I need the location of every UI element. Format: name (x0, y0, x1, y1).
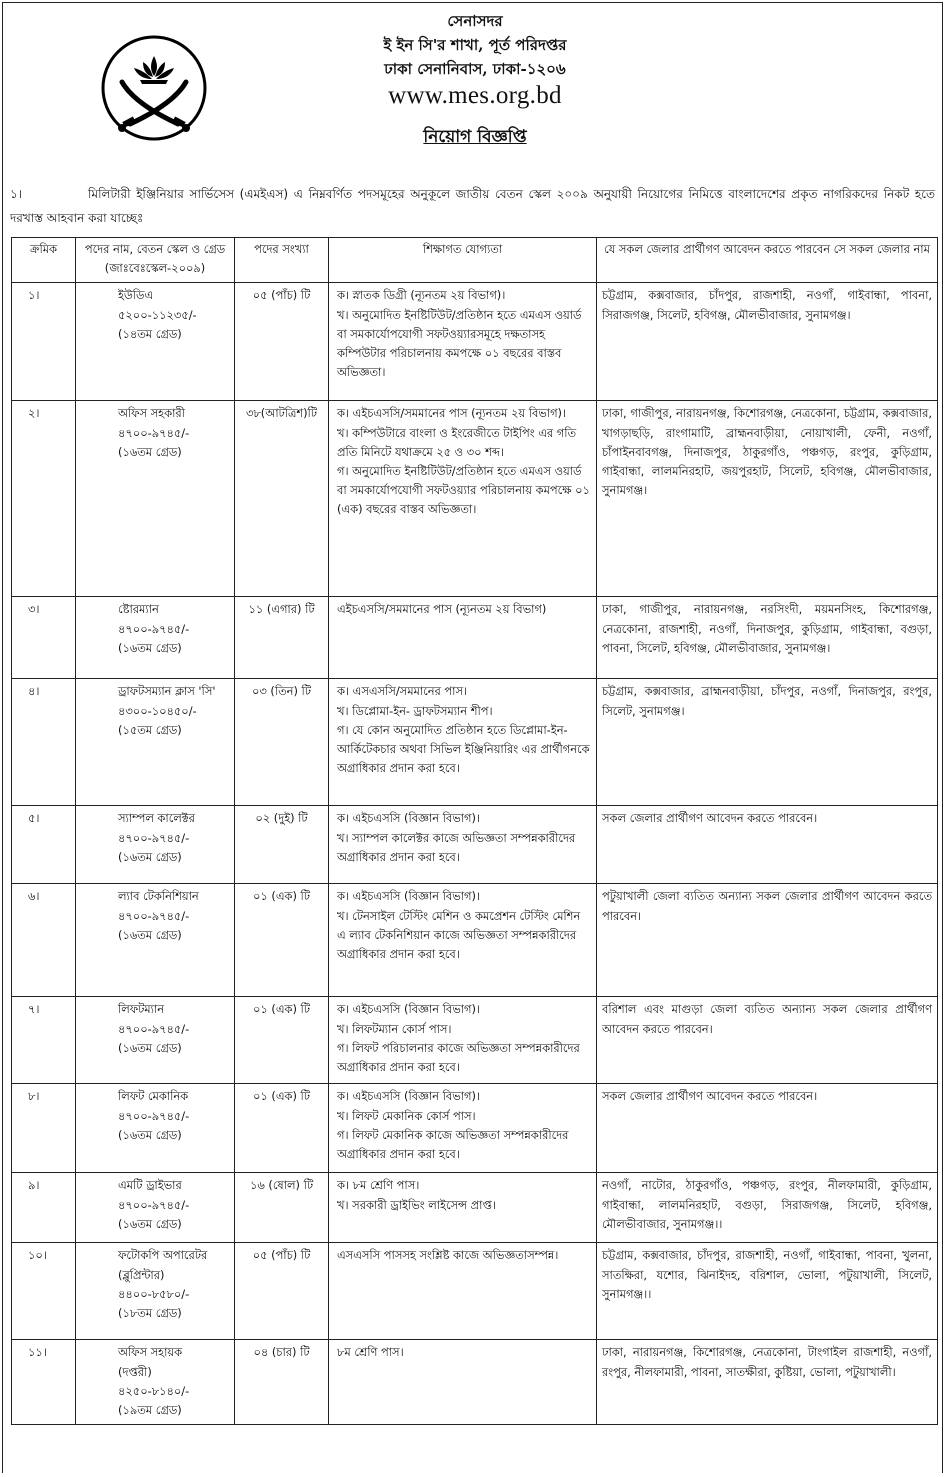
districts-cell: ঢাকা, গাজীপুর, নারায়নগঞ্জ, কিশোরগঞ্জ, নেত্রকোনা, চট্টগ্রাম, কক্সবাজার, খাগড়াছড়ি, রাংগামাটি, ব্রাহ্মনবাড়ীয়া, নোয়াখালী, ফেনী, নওগাঁ, চাঁপাইনবাবগঞ্জ, দিনাজপুর, ঠাকুরগাঁও, পঞ্চগড়, রংপুর, কুড়িগ্রাম, গাইবান্ধা, লালমনিরহাট, জয়পুরহাট, সিলেট, হবিগঞ্জ, মৌলভীবাজার, সুনামগঞ্জ। (597, 401, 938, 597)
mes-crest-logo (100, 34, 208, 142)
post-cell: এমটি ড্রাইভার ৪৭০০-৯৭৪৫/- (১৬তম গ্রেড) (76, 1173, 235, 1243)
qualification-cell: এইচএসসি/সমমানের পাস (ন্যূনতম ২য় বিভাগ) (329, 597, 597, 679)
table-row (12, 1243, 938, 1340)
table-body (12, 283, 938, 1425)
table-row (12, 401, 938, 597)
intro-number: ১। (10, 187, 23, 201)
post-cell: ল্যাব টেকনিশিয়ান ৪৭০০-৯৭৪৫/- (১৬তম গ্রেড) (76, 884, 235, 997)
table-row (12, 1173, 938, 1243)
post-cell: অফিস সহায়ক (দপ্তরী) ৪২৫০-৮১৪০/- (১৯তম গ্রেড) (76, 1340, 235, 1425)
qualification-cell: ৮ম শ্রেণি পাস। (329, 1340, 597, 1425)
table-row (12, 1340, 938, 1425)
districts-cell: চট্টগ্রাম, কক্সবাজার, চাঁদপুর, রাজশাহী, নওগাঁ, গাইবান্ধা, পাবনা, সিরাজগঞ্জ, সিলেট, হবিগঞ্জ, মৌলভীবাজার, সুনামগঞ্জ। (597, 283, 938, 401)
count-cell: ০৪ (চার) টি (235, 1340, 329, 1425)
table-header-row (12, 238, 938, 283)
qualification-cell: ক। এইচএসসি (বিজ্ঞান বিভাগ)। খ। স্যাম্পল কালেক্টর কাজে অভিজ্ঞতা সম্পন্নকারীদের অগ্রাধিকার প্রদান করা হবে। (329, 806, 597, 884)
districts-cell: সকল জেলার প্রার্থীগণ আবেদন করতে পারবেন। (597, 1084, 938, 1173)
count-cell: ১১ (এগার) টি (235, 597, 329, 679)
post-cell: অফিস সহকারী ৪৭০০-৯৭৪৫/- (১৬তম গ্রেড) (76, 401, 235, 597)
districts-cell: বরিশাল এবং মাগুড়া জেলা ব্যতিত অন্যান্য সকল জেলার প্রার্থীগণ আবেদন করতে পারবেন। (597, 997, 938, 1084)
table-row (12, 597, 938, 679)
count-cell: ০১ (এক) টি (235, 884, 329, 997)
header-line-3: ঢাকা সেনানিবাস, ঢাকা-১২০৬ (384, 60, 566, 78)
post-cell: লিফট মেকানিক ৪৭০০-৯৭৪৫/- (১৬তম গ্রেড) (76, 1084, 235, 1173)
post-cell: স্যাম্পল কালেক্টর ৪৭০০-৯৭৪৫/- (১৬তম গ্রেড) (76, 806, 235, 884)
post-cell: ইউডিএ ৫২০০-১১২৩৫/- (১৪তম গ্রেড) (76, 283, 235, 401)
districts-cell: সকল জেলার প্রার্থীগণ আবেদন করতে পারবেন। (597, 806, 938, 884)
website-link[interactable]: www.mes.org.bd (388, 82, 562, 109)
serial-cell: ৭। (12, 997, 76, 1084)
header-qualification: শিক্ষাগত যোগ্যতা (329, 238, 597, 283)
districts-cell: পটুয়াখালী জেলা ব্যতিত অন্যান্য সকল জেলার প্রার্থীগণ আবেদন করতে পারবেন। (597, 884, 938, 997)
qualification-cell: ক। এইচএসসি/সমমানের পাস (ন্যূনতম ২য় বিভাগ)। খ। কম্পিউটারে বাংলা ও ইংরেজীতে টাইপিং এর গতি প্রতি মিনিটে যথাক্রমে ২৫ ও ৩০ শব্দ। গ। অনুমোদিত ইনষ্টিটিউট/প্রতিষ্ঠান হতে এমএস ওয়ার্ড বা সমকার্যোপযোগী সফটওয়্যার পরিচালনায় কমপক্ষে ০১ (এক) বছরের বাস্তব অভিজ্ঞতা। (329, 401, 597, 597)
qualification-cell: এসএসসি পাসসহ সংশ্লিষ্ট কাজে অভিজ্ঞতাসম্পন্ন। (329, 1243, 597, 1340)
districts-cell: ঢাকা, নারায়নগঞ্জ, কিশোরগঞ্জ, নেত্রকোনা, টাংগাইল রাজশাহী, নওগাঁ, রংপুর, নীলফামারী, পাবনা, সাতক্ষীরা, কুষ্টিয়া, ভোলা, পটুয়াখালী। (597, 1340, 938, 1425)
qualification-cell: ক। এসএসসি/সমমানের পাস। খ। ডিপ্লোমা-ইন- ড্রাফটসম্যান শীপ। গ। যে কোন অনুমোদিত প্রতিষ্ঠান হতে ডিপ্লোমা-ইন-আর্কিটেকচার অথবা সিভিল ইঞ্জিনিয়ারিং এর প্রার্থীগনকে অগ্রাধিকার প্রদান করা হবে। (329, 679, 597, 806)
serial-cell: ২। (12, 401, 76, 597)
serial-cell: ৮। (12, 1084, 76, 1173)
table-row (12, 1084, 938, 1173)
table-row (12, 884, 938, 997)
qualification-cell: ক। স্নাতক ডিগ্রী (ন্যূনতম ২য় বিভাগ)। খ। অনুমোদিত ইনষ্টিটিউট/প্রতিষ্ঠান হতে এমএস ওয়ার্ড বা সমকার্যোপযোগী সফটওয়্যারসমূহে দক্ষতাসহ কম্পিউটার পরিচালনায় কমপক্ষে ০১ বছরের বাস্তব অভিজ্ঞতা। (329, 283, 597, 401)
districts-cell: ঢাকা, গাজীপুর, নারায়নগঞ্জ, নরসিংদী, ময়মনসিংহ, কিশোরগঞ্জ, নেত্রকোনা, রাজশাহী, নওগাঁ, দিনাজপুর, কুড়িগ্রাম, গাইবান্ধা, বগুড়া, পাবনা, সিলেট, হবিগঞ্জ, মৌলভীবাজার, সুনামগঞ্জ। (597, 597, 938, 679)
header-line-2: ই ইন সি'র শাখা, পূর্ত পরিদপ্তর (383, 36, 567, 54)
count-cell: ৩৮(আটত্রিশ)টি (235, 401, 329, 597)
header-serial: ক্রমিক (12, 238, 76, 283)
table-row (12, 806, 938, 884)
post-cell: ড্রাফটসম্যান ক্লাস 'সি' ৪৩০০-১০৪৫০/- (১৫তম গ্রেড) (76, 679, 235, 806)
intro-paragraph (10, 182, 935, 230)
serial-cell: ৬। (12, 884, 76, 997)
count-cell: ০১ (এক) টি (235, 997, 329, 1084)
qualification-cell: ক। এইচএসসি (বিজ্ঞান বিভাগ)। খ। টেনসাইল টেস্টিং মেশিন ও কমপ্রেশন টেস্টিং মেশিন এ ল্যাব টেকনিশিয়ান কাজে অভিজ্ঞতা সম্পন্নকারীদের অগ্রাধিকার প্রদান করা হবে। (329, 884, 597, 997)
notice-title: নিয়োগ বিজ্ঞপ্তি (423, 127, 527, 147)
count-cell: ০৩ (তিন) টি (235, 679, 329, 806)
qualification-cell: ক। ৮ম শ্রেণি পাস। খ। সরকারী ড্রাইভিং লাইসেন্স প্রাপ্ত। (329, 1173, 597, 1243)
header-districts: যে সকল জেলার প্রার্থীগণ আবেদন করতে পারবেন সে সকল জেলার নাম (597, 238, 938, 283)
header-post: পদের নাম, বেতন স্কেল ও গ্রেড (জাঃবেঃস্কেল-২০০৯) (76, 238, 235, 283)
districts-cell: নওগাঁ, নাটোর, ঠাকুরগাঁও, পঞ্চগড়, রংপুর, নীলফামারী, কুড়িগ্রাম, গাইবান্ধা, লালমনিরহাট, বগুড়া, সিরাজগঞ্জ, সিলেট, হবিগঞ্জ, মৌলভীবাজার, সুনামগঞ্জ।। (597, 1173, 938, 1243)
serial-cell: ১০। (12, 1243, 76, 1340)
serial-cell: ৪। (12, 679, 76, 806)
table-row (12, 997, 938, 1084)
header-count: পদের সংখ্যা (235, 238, 329, 283)
vacancy-table (11, 237, 938, 1425)
count-cell: ০২ (দুই) টি (235, 806, 329, 884)
districts-cell: চট্টগ্রাম, কক্সবাজার, ব্রাহ্মনবাড়ীয়া, চাঁদপুর, নওগাঁ, দিনাজপুর, রংপুর, সিলেট, সুনামগঞ্জ। (597, 679, 938, 806)
post-cell: ফটোকপি অপারেটর (ব্লুপ্রিন্টার) ৪৪০০-৮৫৮০/- (১৮তম গ্রেড) (76, 1243, 235, 1340)
serial-cell: ৩। (12, 597, 76, 679)
table-row (12, 283, 938, 401)
districts-cell: চট্টগ্রাম, কক্সবাজার, চাঁদপুর, রাজশাহী, নওগাঁ, গাইবান্ধা, পাবনা, খুলনা, সাতক্ষিরা, যশোর, ঝিনাইদহ, বরিশাল, ভোলা, পটুয়াখালী, সিলেট, সুনামগঞ্জ।। (597, 1243, 938, 1340)
post-cell: লিফটম্যান ৪৭০০-৯৭৪৫/- (১৬তম গ্রেড) (76, 997, 235, 1084)
serial-cell: ১। (12, 283, 76, 401)
serial-cell: ৫। (12, 806, 76, 884)
count-cell: ০১ (এক) টি (235, 1084, 329, 1173)
qualification-cell: ক। এইচএসসি (বিজ্ঞান বিভাগ)। খ। লিফটম্যান কোর্স পাস। গ। লিফট পরিচালনার কাজে অভিজ্ঞতা সম্পন্নকারীদের অগ্রাধিকার প্রদান করা হবে। (329, 997, 597, 1084)
header-line-1: সেনাসদর (447, 12, 503, 30)
intro-text: মিলিটারী ইঞ্জিনিয়ার সার্ভিসেস (এমইএস) এ নিম্নবর্ণিত পদসমূহের অনুকূলে জাতীয় বেতন স্কেল ২০০৯ অনুযায়ী নিয়োগের নিমিত্তে বাংলাদেশের প্রকৃত নাগরিকদের নিকট হতে দরখাস্ত আহবান করা যাচ্ছেঃ (10, 187, 935, 225)
count-cell: ০৫ (পাঁচ) টি (235, 1243, 329, 1340)
qualification-cell: ক। এইচএসসি (বিজ্ঞান বিভাগ)। খ। লিফট মেকানিক কোর্স পাস। গ। লিফট মেকানিক কাজে অভিজ্ঞতা সম্পন্নকারীদের অগ্রাধিকার প্রদান করা হবে। (329, 1084, 597, 1173)
post-cell: ষ্টোরম্যান ৪৭০০-৯৭৪৫/- (১৬তম গ্রেড) (76, 597, 235, 679)
table-row (12, 679, 938, 806)
count-cell: ০৫ (পাঁচ) টি (235, 283, 329, 401)
serial-cell: ১১। (12, 1340, 76, 1425)
count-cell: ১৬ (ষোল) টি (235, 1173, 329, 1243)
serial-cell: ৯। (12, 1173, 76, 1243)
